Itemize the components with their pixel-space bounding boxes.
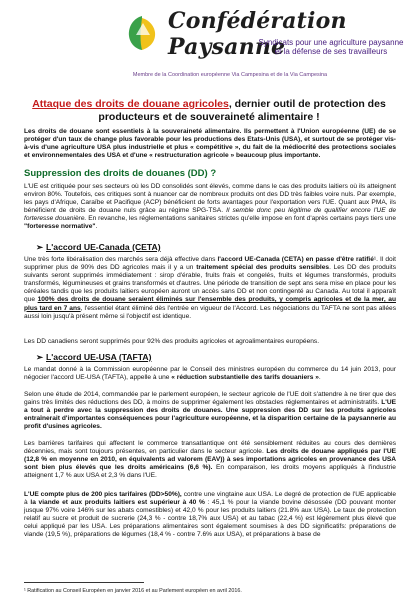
subheading-ceta — [36, 242, 161, 253]
ceta-text-3: . Les DD des produits suivants seront supprimés immédiatement : sirop d'érable, fruits frais et congelés, fruits et légumes transformés, produits transformés, légumineuses et grains transformés et d'autres. Une période de transition de sept ans sera mise en place pour les céréales tandis que les produits laitiers européen auront un accès sans DD et non contingenté au Canada. Au total il apparaît que — [24, 264, 397, 304]
footnote: ¹ Ratification au Conseil Européen en janvier 2016 et au Parlement européen en avril 2016. — [24, 588, 242, 594]
paragraph-dd — [24, 183, 396, 232]
tafta4-bold-2: la viande et aux produits laitiers est supérieur à 40 % — [30, 499, 205, 507]
tafta4-text: contre une vingtaine aux USA. Le degré de protection de l'UE applicable à — [24, 491, 396, 507]
tafta3-text: Les barrières tarifaires qui affectent le commerce transatlantique ont été sensiblement réduites au cours des dernières décennies, mais sont toujours présentes, en particulier dans le secteur agricole. — [24, 440, 396, 456]
tafta2-text: Selon une étude de 2014, commandée par le parlement européen, le secteur agricole de l'UE doit s'attendre à ne tirer que des gains très limités des réductions des DD, à moins de supprimer également les obstacles réglementaires et administratifs. — [24, 391, 396, 407]
subheading-tafta-label: L'accord UE-USA (TAFTA) — [46, 352, 152, 362]
tafta1-end: . — [318, 374, 321, 382]
intro-body: Ils permettent à l'Union européenne (UE) de se protéger d'un taux de change plus favorable pour les productions des Etats-Unis (USA), et surtout de se protéger vis-à-vis d'une agriculture USA plus industrielle et plus « compétitive », du fait de la médiocrité des protections sociales et environnementales des USA et d'une « restructuration agricole » beaucoup plus importante. — [24, 128, 396, 160]
dd-text-1: L'UE est critiquée pour ses secteurs où les DD consolidés sont élevés, comme dans le cas des produits laitiers où ils atteignent environ 80%. Toutefois, ces critiques sont à nuancer car de nombreux produits ont des DD très faibles voire nuls. Par exemple, les pays d'Afrique, Caraïbe et Pacifique (ACP) bénéficient de forts avantages pour l'exportation vers l'UE. Quant aux PMA, ils bénéficient de droits de douane nuls grâce au régime SPG-TSA. — [24, 183, 396, 215]
title-highlight: Attaque des droits de douane agricoles — [32, 98, 229, 110]
letterhead — [120, 8, 408, 60]
tafta4-end: : 45,1 % pour la viande bovine désossée (DD pouvant monter jusque 97% voire 146% sur les abats comestibles) et 42,0 % pour les produits laitiers (21.8% aux USA). Le taux de protection relatif au sucre et produit de sucrerie (24,3 % - contre 18,7% aux USA) et au tabac (22,4 %) est légèrement plus élevé que celui appliqué par les USA. Les préparations alimentaires sont également soumises à des DD significatifs: préparations de viande (19,5 %), préparations de légumes (18,4 % - contre 7.6% aux USA), et préparations à base de — [24, 499, 396, 539]
dd-text-end: . — [95, 223, 98, 231]
ceta-bold-3: 100% des droits de douane seraient éliminés sur l'ensemble des produits, y compris agricoles et de la mer, au plus tard en 7 ans — [24, 296, 396, 312]
paragraph-ceta-note: Les DD canadiens seront supprimés pour 92% des produits agricoles et agroalimentaires européens. — [24, 338, 320, 345]
paragraph-tafta-4 — [24, 491, 396, 540]
paragraph-ceta — [24, 256, 396, 321]
dd-text-bold: "forteresse normative" — [24, 223, 96, 231]
ceta-text-2: ¹. Il doit supprimer plus de 90% des DD agricoles mais il y a un — [24, 256, 396, 272]
tafta3-end: En comparaison, les droits moyens appliqués à l'industrie atteignent 1,7 % aux USA et 2,3 % dans l'UE. — [24, 464, 396, 480]
dd-text-2: En revanche, les réglementations sanitaires strictes qu'elle impose en font d'après certains pays tiers une — [88, 215, 396, 223]
ceta-bold-2: traitement spécial des produits sensibles — [196, 264, 330, 272]
tagline: Syndicats pour une agriculture paysanne et la défense de ses travailleurs — [258, 38, 404, 56]
ceta-text-1: Une très forte libéralisation des marchés sera déjà effective dans — [24, 256, 218, 263]
paragraph-tafta-1 — [24, 366, 396, 382]
confederation-paysanne-logo — [120, 10, 164, 54]
tafta4-bold: L'UE compte plus de 200 pics tarifaires (DD>50%), — [24, 491, 182, 498]
paragraph-tafta-2 — [24, 391, 396, 431]
paragraph-tafta-3 — [24, 440, 396, 480]
arrow-bullet-icon: ➢ — [36, 352, 44, 362]
tafta1-bold: « réduction substantielle des tarifs douaniers » — [171, 374, 319, 382]
intro-lead: Les droits de douane sont essentiels à la souveraineté alimentaire. — [24, 128, 242, 135]
intro-paragraph — [24, 128, 396, 160]
subheading-ceta-label: L'accord UE-Canada (CETA) — [46, 242, 161, 252]
tafta2-bold: L'UE a tout à perdre avec la suppression des droits de douanes. Une suppression des DD sur les produits agricoles entraînerait d'importantes conséquences pour l'agriculture européenne, et la disparition certaine de la paysannerie au profit d'usines agricoles. — [24, 399, 396, 431]
ceta-text-4: , l'essentiel étant éliminé dès l'entrée en vigueur de l'Accord. Les négociations du TAFTA ne sont pas allées aussi loin jusqu'à présent même si l'objectif est identique. — [24, 304, 396, 320]
section-heading-dd: Suppression des droits de douanes (DD) ? — [24, 168, 217, 179]
footnote-rule — [24, 582, 144, 583]
organization-name: Confédération Paysanne — [168, 8, 347, 60]
membership-line: Membre de la Coordination européenne Via Campesina et de la Via Campesina — [132, 72, 328, 78]
subheading-tafta — [36, 352, 151, 363]
dd-text-italic: Il semble donc peu légitime de qualifier encore l'UE de forteresse douanière. — [24, 207, 396, 223]
page-title — [24, 98, 394, 124]
title-rest: , dernier outil de protection des producteurs et de souveraineté alimentaire ! — [98, 98, 386, 123]
arrow-bullet-icon: ➢ — [36, 242, 44, 252]
tafta1-text: Le mandat donné à la Commission européenne par le Conseil des ministres européen du commerce du 14 juin 2013, pour négocier l'accord UE-USA (TAFTA), appelle à une — [24, 366, 396, 382]
tafta3-bold: Les droits de douane appliqués par l'UE (12,8 % en moyenne en 2010, en équivalents ad valorem (EAV)) à ses importations agricoles en provenance des USA sont bien plus élevés que les droits américains (6,6 %). — [24, 448, 396, 472]
ceta-bold-1: l'accord UE-Canada (CETA) en passe d'être ratifié — [217, 256, 374, 263]
